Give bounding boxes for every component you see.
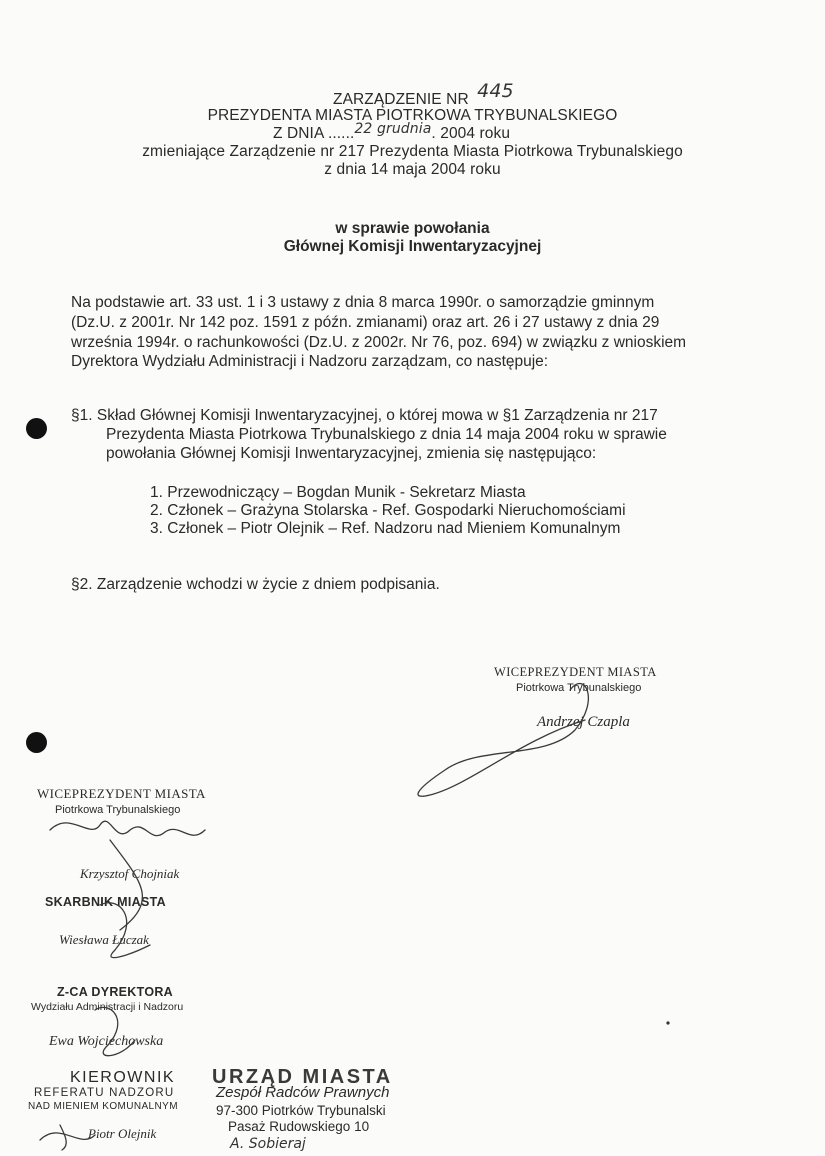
head-stamp-line-2: REFERATU NADZORU [34, 1087, 175, 1099]
subject-line-1: w sprawie powołania [335, 220, 490, 237]
preamble-line-2: (Dz.U. z 2001r. Nr 142 poz. 1591 z późn. zmianami) oraz art. 26 i 27 ustawy z dnia 29 [71, 314, 660, 331]
office-stamp-address-2: Pasaż Rudowskiego 10 [228, 1119, 370, 1134]
issuer-line: PREZYDENTA MIASTA PIOTRKOWA TRYBUNALSKIEGO [207, 107, 618, 124]
handwritten-date: 22 grudnia [354, 121, 432, 137]
section2-text: §2. Zarządzenie wchodzi w życie z dniem podpisania. [71, 576, 440, 593]
treasurer-stamp-name: Wiesława Łuczak [59, 932, 149, 947]
date-prefix: Z DNIA ...... [273, 125, 355, 142]
hole-punch-bottom [26, 732, 47, 753]
date-suffix: . 2004 roku [431, 125, 511, 142]
ordinance-title: ZARZĄDZENIE NR [333, 91, 469, 108]
preamble-line-1: Na podstawie art. 33 ust. 1 i 3 ustawy z dnia 8 marca 1990r. o samorządzie gminnym [71, 294, 655, 311]
section1-line-3: powołania Głównej Komisji Inwentaryzacyjnej, zmienia się następująco: [106, 445, 597, 462]
section1-line-2: Prezydenta Miasta Piotrkowa Trybunalskiego z dnia 14 maja 2004 roku w sprawie [106, 426, 667, 443]
office-stamp-team: Zespół Radców Prawnych [216, 1084, 390, 1101]
amends-date-line: z dnia 14 maja 2004 roku [324, 161, 501, 178]
signature-olejnik [40, 1125, 95, 1150]
subject-line-2: Głównej Komisji Inwentaryzacyjnej [283, 238, 542, 255]
member-list-item: 1. Przewodniczący – Bogdan Munik - Sekretarz Miasta [150, 484, 526, 501]
date-line [273, 121, 511, 143]
deputy-director-stamp-dept: Wydziału Administracji i Nadzoru [31, 1001, 184, 1013]
treasurer-stamp-title: SKARBNIK MIASTA [45, 895, 166, 909]
hole-punch-top [26, 418, 47, 439]
vice-president-stamp-name: Andrzej Czapla [537, 714, 630, 730]
office-stamp-title: URZĄD MIASTA [212, 1066, 393, 1088]
ink-dot [666, 1021, 669, 1024]
preamble-line-4: Dyrektora Wydziału Administracji i Nadzoru zarządzam, co następuje: [71, 353, 549, 370]
section1-line-1: §1. Skład Głównej Komisji Inwentaryzacyjnej, o której mowa w §1 Zarządzenia nr 217 [71, 407, 658, 424]
deputy-director-stamp-title: Z-CA DYREKTORA [57, 985, 174, 999]
vice-president-stamp-city: Piotrkowa Trybunalskiego [516, 682, 642, 694]
head-stamp-name: Piotr Olejnik [88, 1126, 157, 1141]
member-list-item: 2. Członek – Grażyna Stolarska - Ref. Gospodarki Nieruchomościami [150, 502, 626, 519]
member-list-item: 3. Członek – Piotr Olejnik – Ref. Nadzoru nad Mieniem Komunalnym [150, 520, 621, 537]
office-handwritten-initials: A. Sobieraj [230, 1136, 306, 1152]
preamble-line-3: września 1994r. o rachunkowości (Dz.U. z 2002r. Nr 76, poz. 694) w związku z wnioskiem [71, 334, 687, 351]
office-stamp-address-1: 97-300 Piotrków Trybunalski [216, 1103, 386, 1118]
vp2-stamp-name: Krzysztof Chojniak [80, 866, 180, 881]
vice-president-stamp-title: WICEPREZYDENT MIASTA [494, 665, 657, 679]
head-stamp-line-3: NAD MIENIEM KOMUNALNYM [28, 1101, 178, 1112]
ordinance-number-line [333, 80, 514, 109]
deputy-director-stamp-name: Ewa Wojciechowska [49, 1034, 164, 1049]
handwritten-number: 445 [477, 80, 514, 102]
amends-line: zmieniające Zarządzenie nr 217 Prezydenta Miasta Piotrkowa Trybunalskiego [142, 143, 683, 160]
signature-czapla [418, 684, 588, 797]
vp2-stamp-city: Piotrkowa Trybunalskiego [55, 804, 181, 816]
vp2-stamp-title: WICEPREZYDENT MIASTA [37, 786, 206, 801]
signature-luczak [100, 903, 150, 958]
head-stamp-title: KIEROWNIK [70, 1069, 176, 1086]
